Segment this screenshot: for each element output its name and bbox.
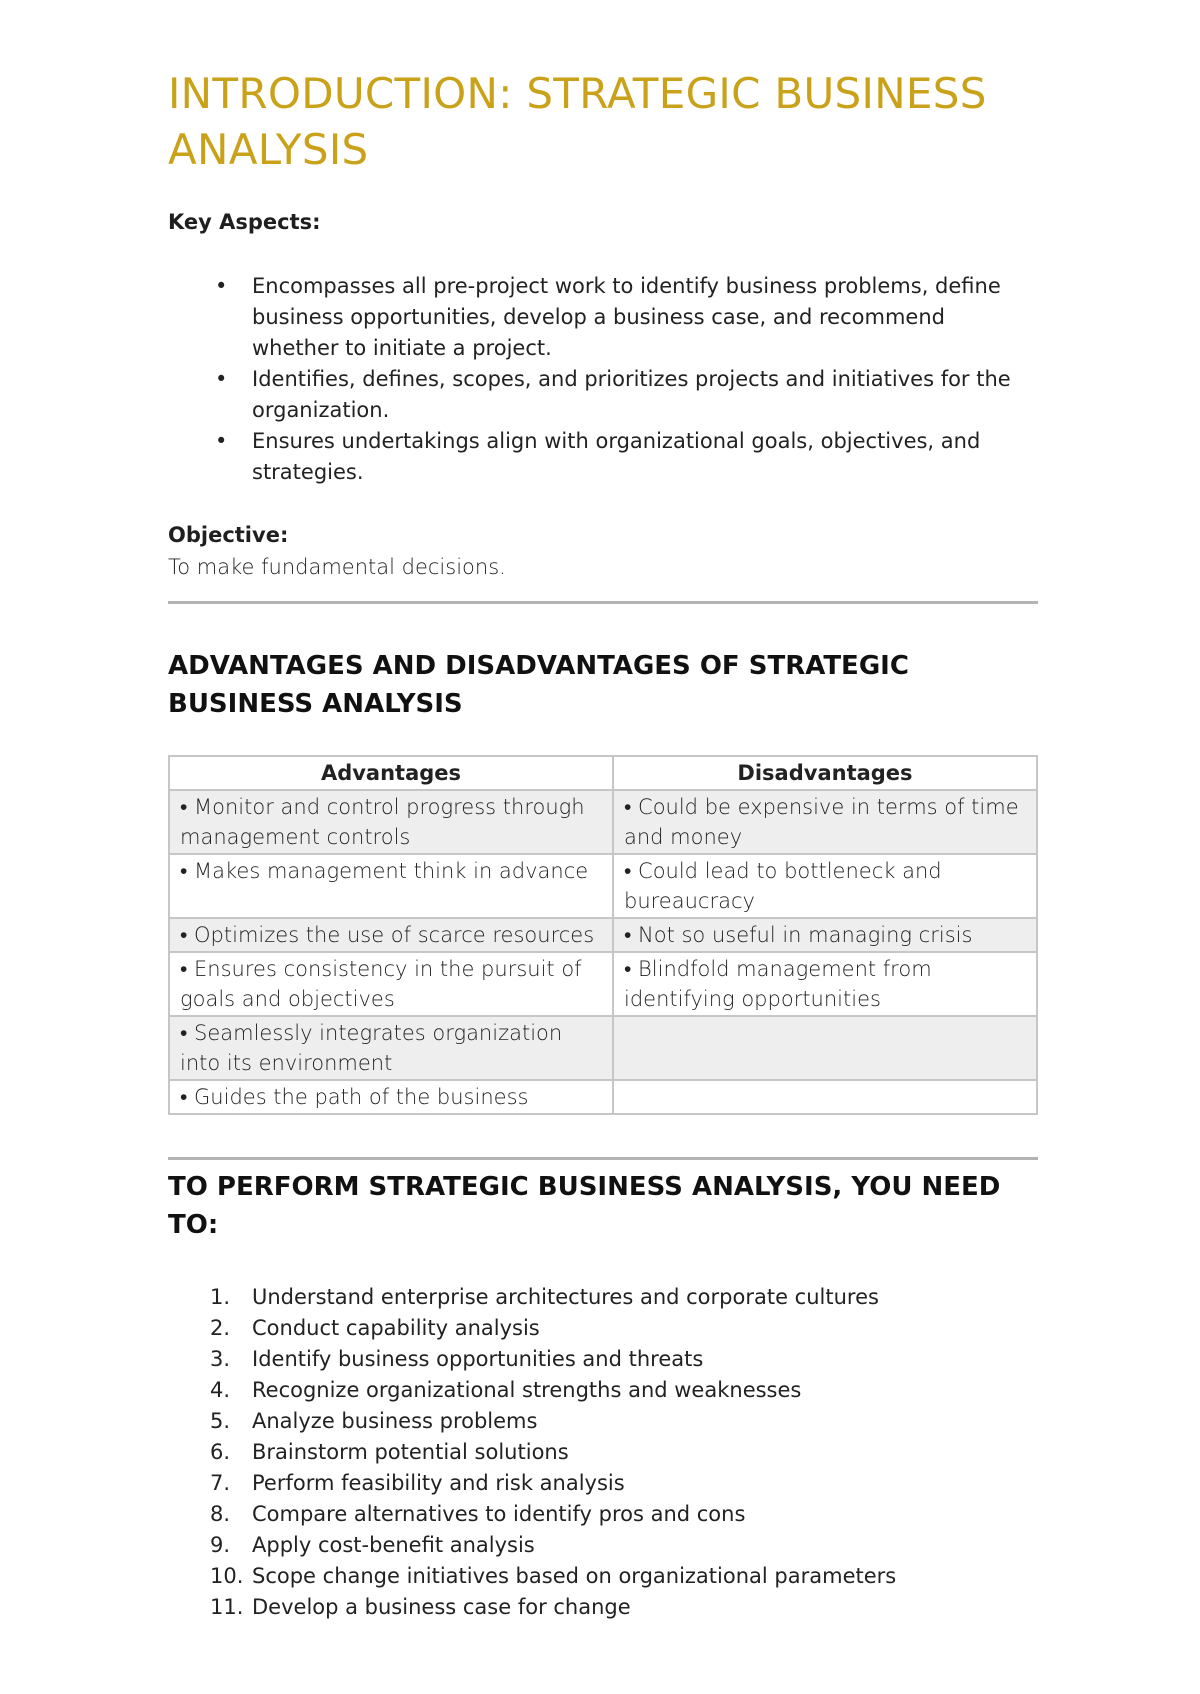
list-number: 2. <box>210 1316 231 1340</box>
list-item-text: Apply cost-benefit analysis <box>252 1533 535 1557</box>
list-item-text: Recognize organizational strengths and weaknesses <box>252 1378 802 1402</box>
list-item <box>168 1530 1038 1561</box>
list-item-text: Encompasses all pre-project work to identify business problems, define business opportunities, develop a business case, and recommend whether to initiate a project. <box>252 274 1001 360</box>
section-divider <box>168 601 1038 604</box>
table-row <box>169 854 1037 918</box>
list-item <box>168 1499 1038 1530</box>
section-divider <box>168 1157 1038 1160</box>
table-cell: • Optimizes the use of scarce resources <box>169 918 613 952</box>
list-item <box>168 1282 1038 1313</box>
list-item <box>168 1561 1038 1592</box>
table-cell <box>613 1016 1037 1080</box>
objective-text: To make fundamental decisions. <box>168 555 506 579</box>
table-cell: • Could lead to bottleneck and bureaucracy <box>613 854 1037 918</box>
table-row <box>169 952 1037 1016</box>
list-number: 9. <box>210 1533 231 1557</box>
list-item <box>168 1592 1038 1623</box>
list-number: 8. <box>210 1502 231 1526</box>
bullet-icon: • <box>215 274 228 298</box>
list-number: 3. <box>210 1347 231 1371</box>
list-item <box>168 1344 1038 1375</box>
list-number: 4. <box>210 1378 231 1402</box>
bullet-icon: • <box>215 367 228 391</box>
advantages-disadvantages-table <box>168 755 1038 1115</box>
steps-list <box>168 1282 1038 1623</box>
column-header-advantages: Advantages <box>169 756 613 790</box>
table-cell <box>613 1080 1037 1114</box>
table-cell: • Guides the path of the business <box>169 1080 613 1114</box>
list-item-text: Identify business opportunities and threats <box>252 1347 704 1371</box>
table-cell: • Could be expensive in terms of time and money <box>613 790 1037 854</box>
list-number: 11. <box>210 1595 244 1619</box>
key-aspects-label: Key Aspects: <box>168 210 321 234</box>
table-cell: • Seamlessly integrates organization into its environment <box>169 1016 613 1080</box>
table-row <box>169 918 1037 952</box>
steps-section-heading: TO PERFORM STRATEGIC BUSINESS ANALYSIS, YOU NEED TO: <box>168 1172 1001 1240</box>
list-item-text: Perform feasibility and risk analysis <box>252 1471 625 1495</box>
list-item-text: Brainstorm potential solutions <box>252 1440 569 1464</box>
list-item-text: Develop a business case for change <box>252 1595 631 1619</box>
list-item <box>168 1313 1038 1344</box>
list-item-text: Ensures undertakings align with organizational goals, objectives, and strategies. <box>252 429 981 484</box>
objective-label: Objective: <box>168 523 289 547</box>
list-item <box>168 1406 1038 1437</box>
table-row <box>169 790 1037 854</box>
list-item <box>168 426 1038 488</box>
column-header-disadvantages: Disadvantages <box>613 756 1037 790</box>
list-item <box>168 271 1038 364</box>
list-item <box>168 1375 1038 1406</box>
list-item-text: Compare alternatives to identify pros and cons <box>252 1502 746 1526</box>
list-item-text: Scope change initiatives based on organizational parameters <box>252 1564 897 1588</box>
table-cell: • Makes management think in advance <box>169 854 613 918</box>
list-item-text: Analyze business problems <box>252 1409 538 1433</box>
table-cell: • Blindfold management from identifying opportunities <box>613 952 1037 1016</box>
advantages-section-heading: ADVANTAGES AND DISADVANTAGES OF STRATEGIC BUSINESS ANALYSIS <box>168 651 909 719</box>
list-number: 10. <box>210 1564 244 1588</box>
list-number: 7. <box>210 1471 231 1495</box>
table-row <box>169 1016 1037 1080</box>
list-item <box>168 364 1038 426</box>
table-header-row <box>169 756 1037 790</box>
table-cell: • Monitor and control progress through management controls <box>169 790 613 854</box>
bullet-icon: • <box>215 429 228 453</box>
table-cell: • Ensures consistency in the pursuit of goals and objectives <box>169 952 613 1016</box>
list-number: 1. <box>210 1285 231 1309</box>
page-title: INTRODUCTION: STRATEGIC BUSINESS ANALYSIS <box>168 69 987 174</box>
list-item-text: Conduct capability analysis <box>252 1316 540 1340</box>
list-number: 6. <box>210 1440 231 1464</box>
list-item-text: Identifies, defines, scopes, and prioritizes projects and initiatives for the organization. <box>252 367 1011 422</box>
key-aspects-list <box>168 271 1038 488</box>
list-item <box>168 1468 1038 1499</box>
list-number: 5. <box>210 1409 231 1433</box>
list-item <box>168 1437 1038 1468</box>
list-item-text: Understand enterprise architectures and corporate cultures <box>252 1285 879 1309</box>
table-cell: • Not so useful in managing crisis <box>613 918 1037 952</box>
table-row <box>169 1080 1037 1114</box>
